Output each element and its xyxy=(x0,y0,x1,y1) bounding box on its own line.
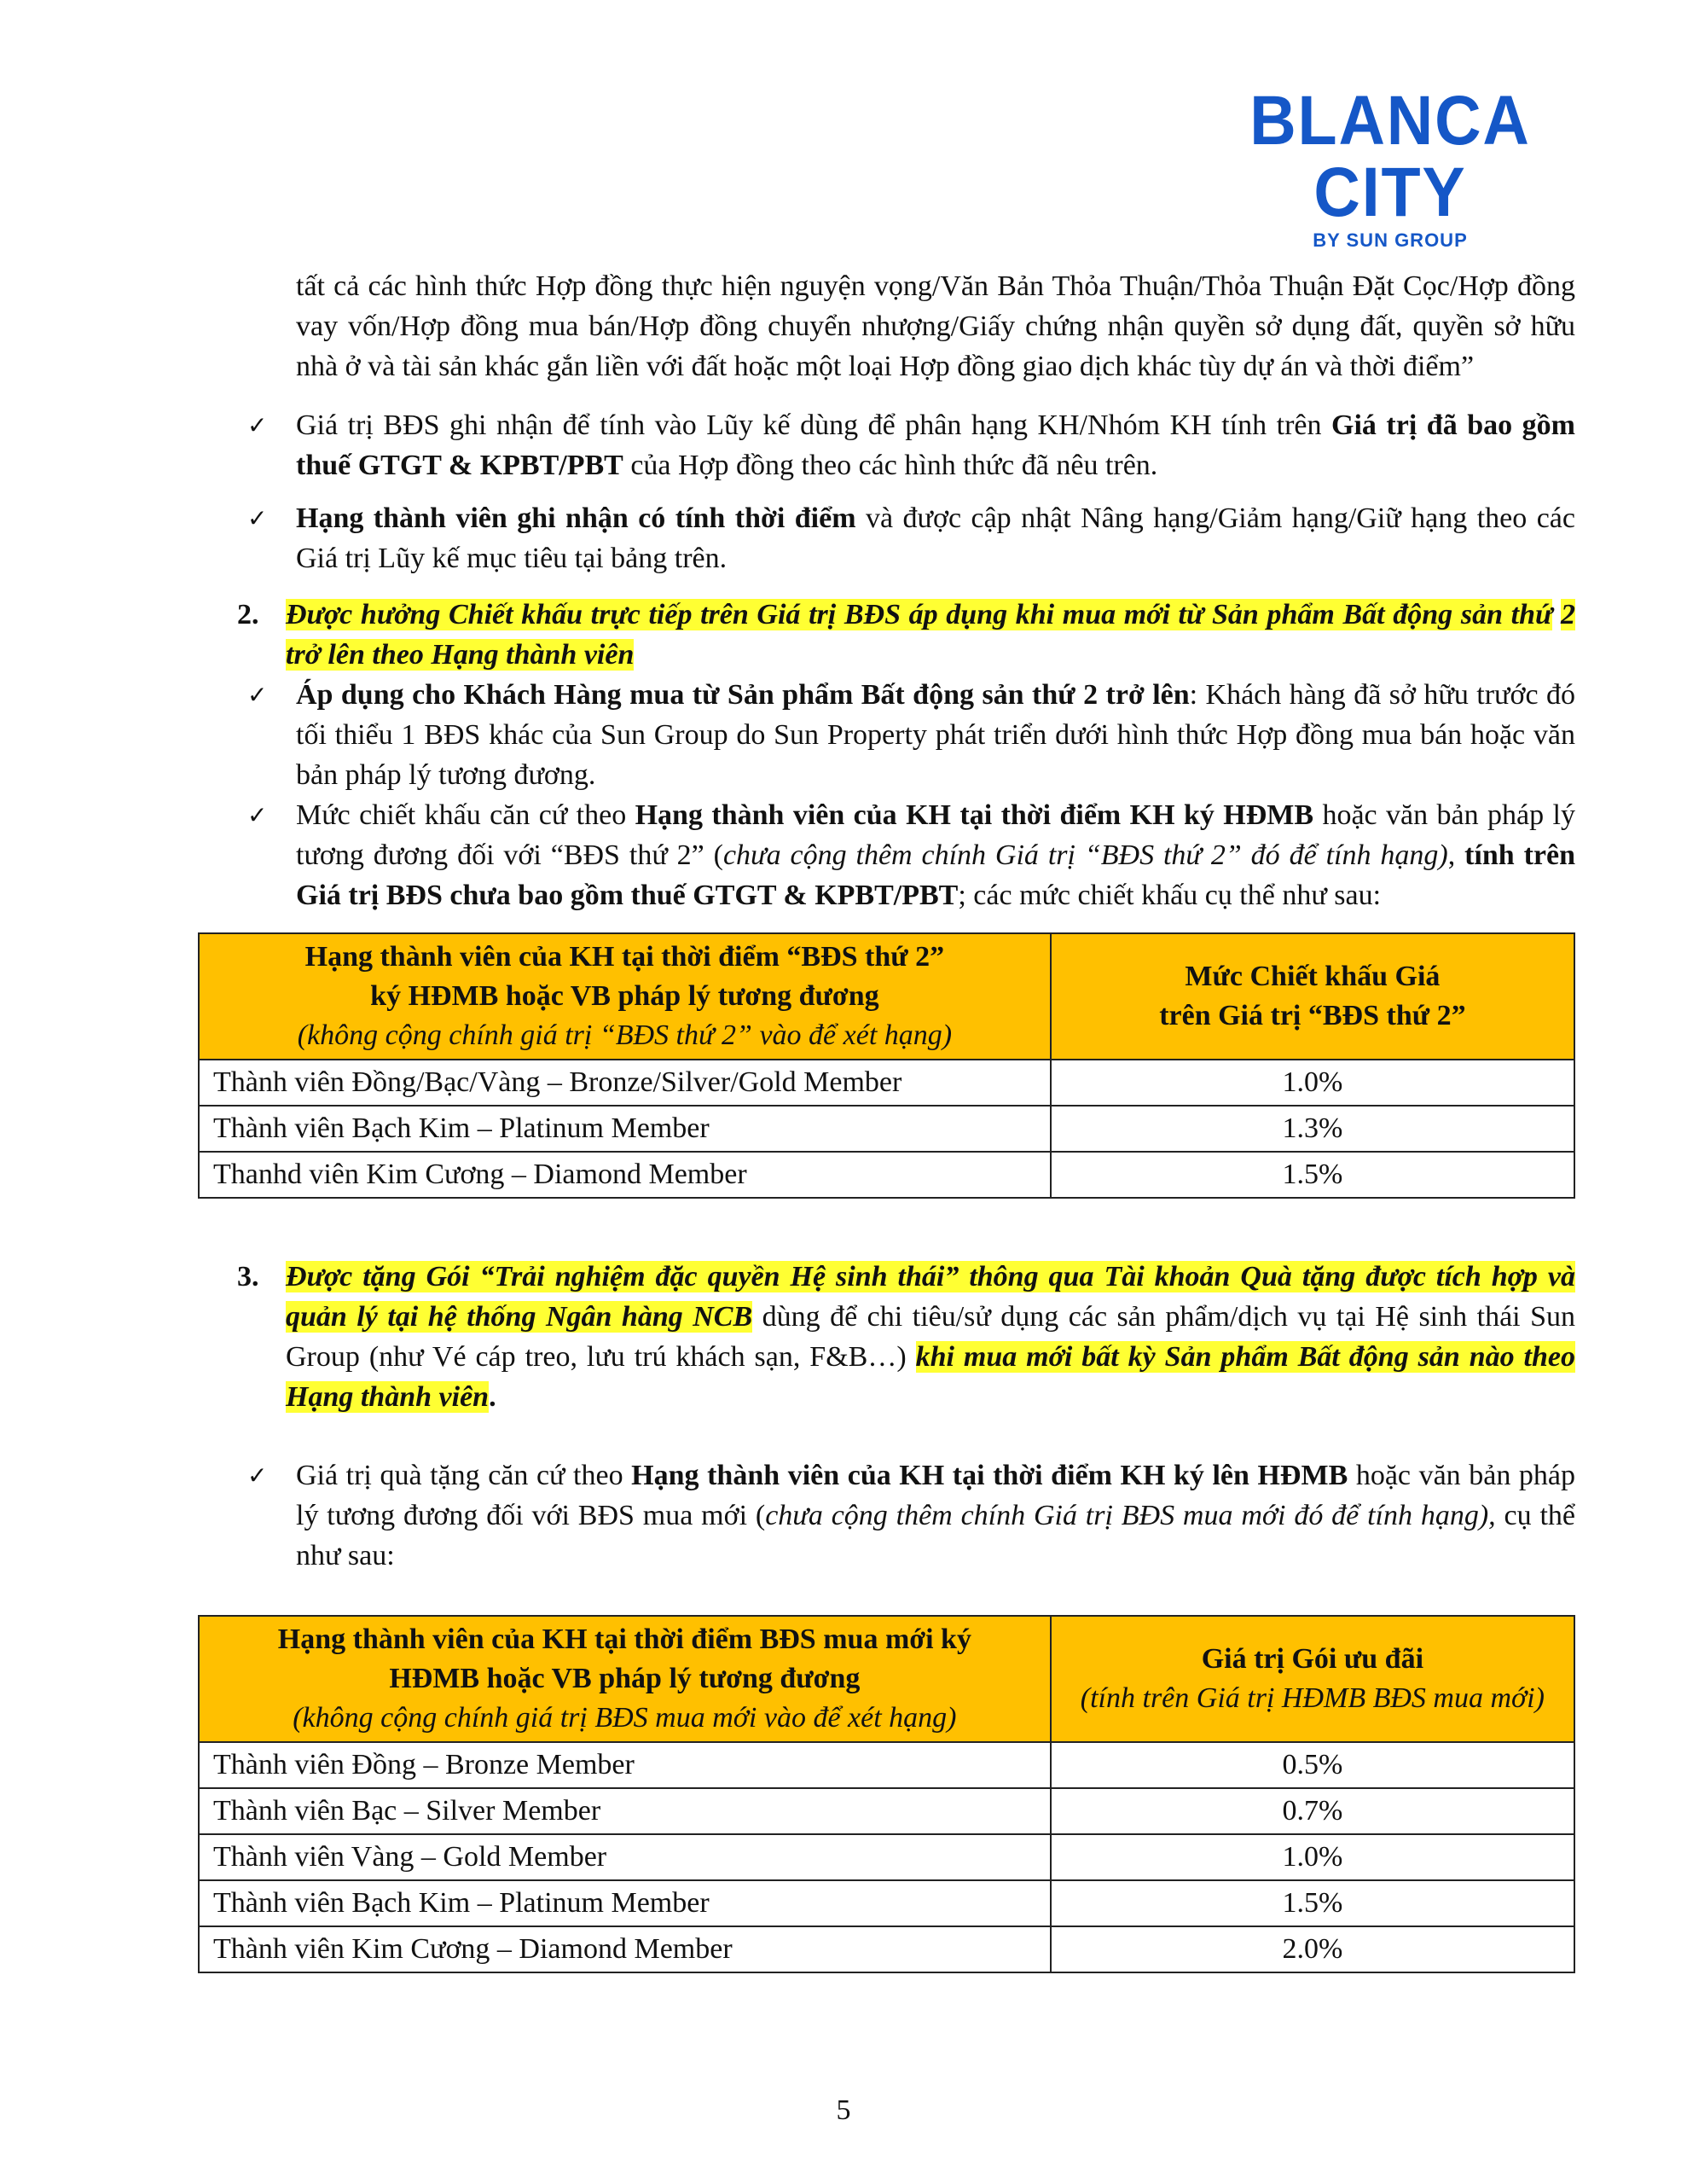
value-cell: 1.5% xyxy=(1051,1880,1574,1926)
table-row xyxy=(199,1106,1574,1152)
value-cell: 2.0% xyxy=(1051,1926,1574,1972)
section3-bullet-gift-rule: Giá trị quà tặng căn cứ theo Hạng thành viên của KH tại thời điểm KH ký lên HĐMB hoặc văn bản pháp lý tương đương đối với BĐS mua mới (chưa cộng thêm chính Giá trị BĐS mua mới đó để tính hạng), cụ thể như sau: xyxy=(296,1460,1575,1571)
value-cell: 0.5% xyxy=(1051,1742,1574,1788)
value-cell: 0.7% xyxy=(1051,1788,1574,1834)
tier-cell: Thành viên Vàng – Gold Member xyxy=(199,1834,1051,1880)
section2-title: Được hưởng Chiết khấu trực tiếp trên Giá trị BĐS áp dụng khi mua mới từ Sản phẩm Bất động sản thứ 2 trở lên theo Hạng thành viên xyxy=(286,599,1576,671)
tier-cell: Thành viên Bạch Kim – Platinum Member xyxy=(199,1106,1051,1152)
tier-cell: Thành viên Bạch Kim – Platinum Member xyxy=(199,1880,1051,1926)
header-discount: Mức Chiết khấu Giá trên Giá trị “BĐS thứ 2” xyxy=(1051,933,1574,1060)
tier-cell: Thành viên Đồng – Bronze Member xyxy=(199,1742,1051,1788)
intro-paragraph: tất cả các hình thức Hợp đồng thực hiện nguyện vọng/Văn Bản Thỏa Thuận/Thỏa Thuận Đặt Cọc/Hợp đồng vay vốn/Hợp đồng mua bán/Hợp đồng chuyển nhượng/Giấy chứng nhận quyền sở dụng đất, quyền sở hữu nhà ở và tài sản khác gắn liền với đất hoặc một loại Hợp đồng giao dịch khác tùy dự án và thời điểm” xyxy=(296,270,1575,382)
table-row xyxy=(199,1152,1574,1198)
brand-logo xyxy=(1211,82,1569,253)
section2-bullet-discount-rule: Mức chiết khấu căn cứ theo Hạng thành viên của KH tại thời điểm KH ký HĐMB hoặc văn bản pháp lý tương đương đối với “BĐS thứ 2” (chưa cộng thêm chính Giá trị “BĐS thứ 2” đó để tính hạng), tính trên Giá trị BĐS chưa bao gồm thuế GTGT & KPBT/PBT; các mức chiết khấu cụ thể như sau: xyxy=(296,799,1576,911)
table-row xyxy=(199,1742,1574,1788)
section3-number: 3. xyxy=(237,1261,259,1292)
table-row xyxy=(199,1880,1574,1926)
bullet-tier-timing: Hạng thành viên ghi nhận có tính thời điểm và được cập nhật Nâng hạng/Giảm hạng/Giữ hạng theo các Giá trị Lũy kế mục tiêu tại bảng trên. xyxy=(296,502,1575,574)
checkmark-icon: ✓ xyxy=(247,504,268,532)
section2-bullet-applies: Áp dụng cho Khách Hàng mua từ Sản phẩm Bất động sản thứ 2 trở lên: Khách hàng đã sở hữu trước đó tối thiểu 1 BĐS khác của Sun Group do Sun Property phát triển dưới hình thức Hợp đồng mua bán hoặc văn bản pháp lý tương đương. xyxy=(296,679,1575,791)
tier-cell: Thành viên Đồng/Bạc/Vàng – Bronze/Silver/Gold Member xyxy=(199,1060,1051,1106)
table-row xyxy=(199,1834,1574,1880)
logo-title: BLANCA CITY xyxy=(1249,82,1531,231)
table-row xyxy=(199,1060,1574,1106)
bullet-value-basis: Giá trị BĐS ghi nhận để tính vào Lũy kế dùng để phân hạng KH/Nhóm KH tính trên Giá trị đã bao gồm thuế GTGT & KPBT/PBT của Hợp đồng theo các hình thức đã nêu trên. xyxy=(296,410,1575,481)
header-tier: Hạng thành viên của KH tại thời điểm BĐS mua mới ký HĐMB hoặc VB pháp lý tương đương (không cộng chính giá trị BĐS mua mới vào để xét hạng) xyxy=(199,1616,1051,1742)
checkmark-icon: ✓ xyxy=(247,411,268,439)
tier-cell: Thanhd viên Kim Cương – Diamond Member xyxy=(199,1152,1051,1198)
gift-package-table xyxy=(198,1615,1575,1973)
tier-cell: Thành viên Bạc – Silver Member xyxy=(199,1788,1051,1834)
section3-title: Được tặng Gói “Trải nghiệm đặc quyền Hệ sinh thái” thông qua Tài khoản Quà tặng được tích hợp và quản lý tại hệ thống Ngân hàng NCB dùng để chi tiêu/sử dụng các sản phẩm/dịch vụ tại Hệ sinh thái Sun Group (như Vé cáp treo, lưu trú khách sạn, F&B…) khi mua mới bất kỳ Sản phẩm Bất động sản nào theo Hạng thành viên. xyxy=(286,1261,1576,1413)
logo-subtitle: BY SUN GROUP xyxy=(1313,229,1468,251)
table-row xyxy=(199,1788,1574,1834)
table-header-row xyxy=(199,933,1574,1060)
value-cell: 1.5% xyxy=(1051,1152,1574,1198)
value-cell: 1.0% xyxy=(1051,1834,1574,1880)
value-cell: 1.3% xyxy=(1051,1106,1574,1152)
checkmark-icon: ✓ xyxy=(247,801,268,829)
tier-cell: Thành viên Kim Cương – Diamond Member xyxy=(199,1926,1051,1972)
discount-table xyxy=(198,932,1575,1199)
checkmark-icon: ✓ xyxy=(247,681,268,709)
checkmark-icon: ✓ xyxy=(247,1461,268,1490)
header-tier: Hạng thành viên của KH tại thời điểm “BĐS thứ 2” ký HĐMB hoặc VB pháp lý tương đương (không cộng chính giá trị “BĐS thứ 2” vào để xét hạng) xyxy=(199,933,1051,1060)
section2-number: 2. xyxy=(237,599,259,630)
table-row xyxy=(199,1926,1574,1972)
table-header-row xyxy=(199,1616,1574,1742)
page-number: 5 xyxy=(836,2094,851,2126)
header-gift-value: Giá trị Gói ưu đãi (tính trên Giá trị HĐMB BĐS mua mới) xyxy=(1051,1616,1574,1742)
value-cell: 1.0% xyxy=(1051,1060,1574,1106)
